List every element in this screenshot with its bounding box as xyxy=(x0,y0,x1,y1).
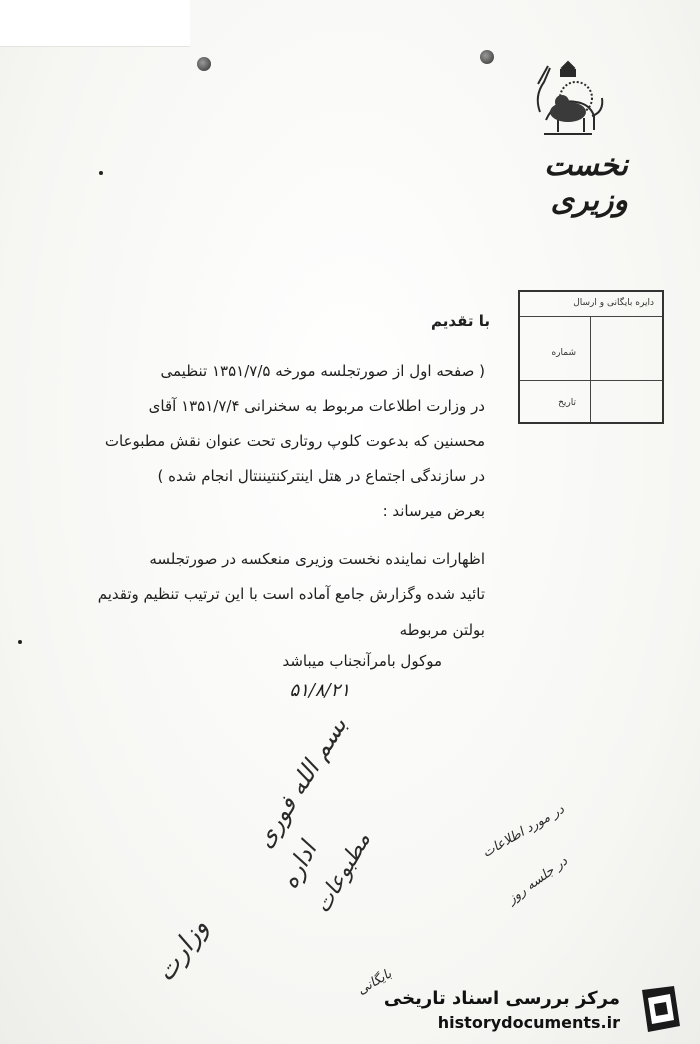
body-line-8: بولتن مربوطه xyxy=(399,621,485,639)
punch-hole-right xyxy=(480,50,494,64)
watermark-name: مرکز بررسی اسناد تاریخی xyxy=(383,988,620,1009)
letter-date: ۵۱/۸/۲۱ xyxy=(289,680,350,701)
salutation: با تقدیم xyxy=(431,312,490,330)
handwritten-margin-note-3: بایگانی xyxy=(355,966,395,998)
ink-speck xyxy=(18,640,22,644)
lion-and-sun-emblem-icon xyxy=(528,58,608,140)
paper-torn-edge xyxy=(0,0,190,47)
handwritten-note-2: اداره xyxy=(275,837,323,894)
body-line-9: موکول بامرآنجناب میباشد xyxy=(282,652,442,670)
letterhead-title: نخست وزیری xyxy=(544,148,628,218)
body-line-4: در سازندگی اجتماع در هتل اینترکنتیننتال انجام شده ) xyxy=(157,467,485,485)
body-line-7: تائید شده وگزارش جامع آماده است با این ترتیب تنظیم وتقدیم xyxy=(97,585,485,603)
handwritten-note-1: بسم الله فوری xyxy=(250,712,353,853)
body-line-6: اظهارات نماینده نخست وزیری منعکسه در صورتجلسه xyxy=(149,550,485,568)
watermark-url[interactable]: historydocuments.ir xyxy=(437,1013,620,1032)
ink-speck xyxy=(99,171,103,175)
registration-stamp xyxy=(518,290,664,424)
punch-hole-left xyxy=(197,57,211,71)
body-line-5: بعرض میرساند : xyxy=(382,502,485,520)
stamp-number-label: شماره xyxy=(551,348,576,358)
stamp-header-text: دایره بایگانی و ارسال xyxy=(573,298,654,308)
handwritten-note-3: مطبوعات xyxy=(310,828,376,918)
stamp-date-label: تاریخ xyxy=(558,398,576,408)
body-line-1: ( صفحه اول از صورتجلسه مورخه ۱۳۵۱/۷/۵ تنظیمی xyxy=(160,362,485,380)
body-line-3: محسنین که بدعوت کلوپ روتاری تحت عنوان نقش مطبوعات xyxy=(104,432,485,450)
handwritten-margin-note-2: در جلسه روز xyxy=(505,853,571,908)
handwritten-margin-note-1: در مورد اطلاعات xyxy=(480,802,567,861)
archive-logo-icon xyxy=(634,984,684,1034)
handwritten-note-4: وزارت xyxy=(150,913,215,988)
body-line-2: در وزارت اطلاعات مربوط به سخنرانی ۱۳۵۱/۷/۴ آقای xyxy=(148,397,485,415)
